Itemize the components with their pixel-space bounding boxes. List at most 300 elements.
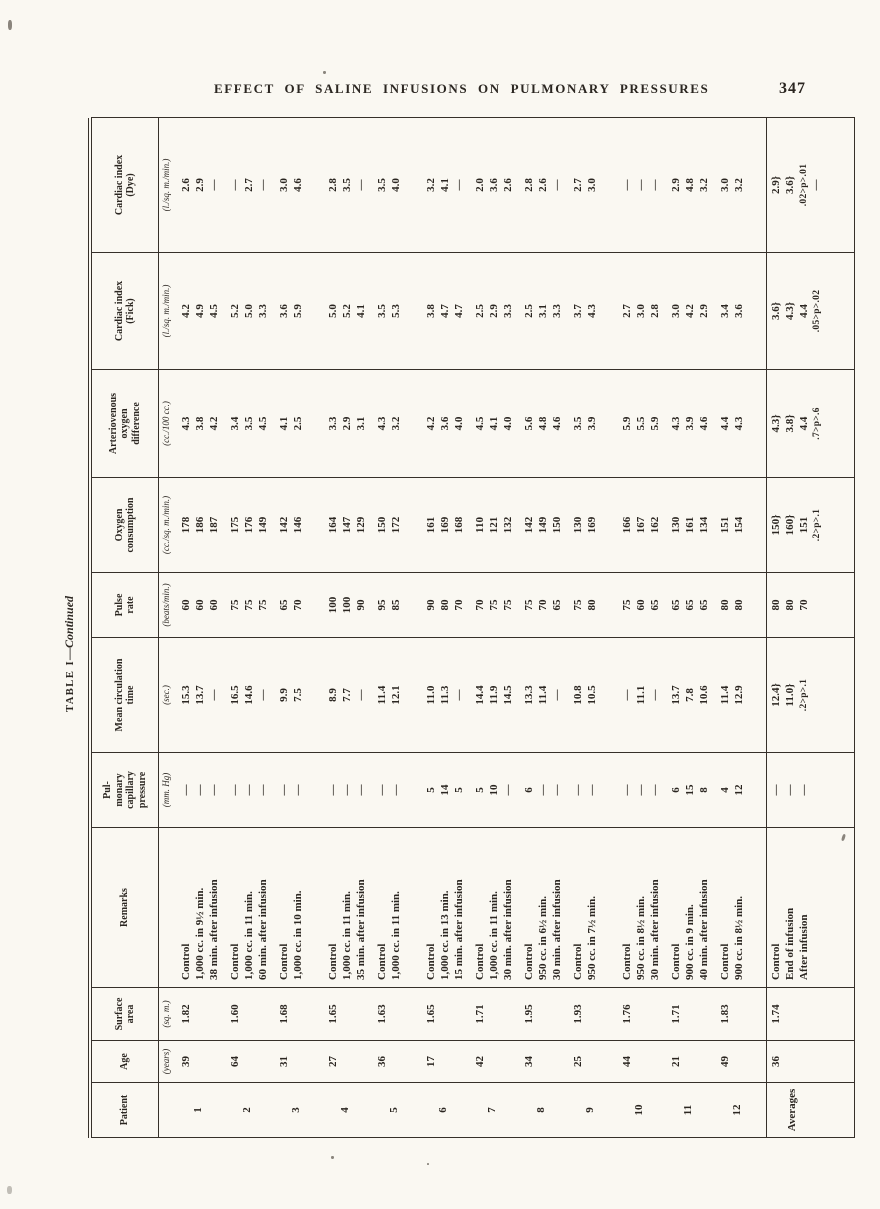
unit-cell: (sec.): [159, 638, 179, 753]
column-header: [92, 118, 159, 253]
patient-row: [276, 118, 325, 1138]
cell-remarks: [521, 828, 570, 988]
cell-line: 21: [670, 1056, 682, 1067]
cell-pcp: [619, 753, 668, 828]
cell-line: Control: [770, 943, 782, 980]
cell-pcp: [276, 753, 325, 828]
cell-line: 14.4: [474, 685, 486, 705]
cell-line: 5: [452, 787, 465, 793]
p-value-note: .05>p>.02: [812, 289, 823, 333]
cell-pcp: [178, 753, 227, 828]
cell-line: 4.5: [474, 416, 486, 431]
cell-line: 4.8: [683, 178, 696, 192]
cell-line: 75: [523, 599, 535, 611]
cell-line: 3.4: [229, 416, 241, 431]
cell-mct: [276, 638, 325, 753]
unit-cell: [159, 1083, 179, 1138]
cell-age: [276, 1041, 325, 1083]
cell-dye: [717, 118, 767, 253]
cell-line: 2.7: [572, 178, 584, 192]
cell-line: 3.4: [719, 304, 731, 318]
cell-line: 3.3: [501, 304, 514, 318]
cell-line: 1.65: [425, 1004, 437, 1024]
cell-line: 7: [486, 1107, 498, 1113]
cell-line: 65: [670, 599, 682, 611]
cell-line: 75: [256, 599, 269, 611]
cell-line: —: [207, 784, 220, 796]
scan-speck: [427, 1163, 429, 1165]
cell-age: [374, 1041, 423, 1083]
column-header: [92, 1083, 159, 1138]
cell-surface: [178, 988, 227, 1041]
header-row: [92, 118, 159, 1138]
cell-line: 1.95: [523, 1004, 535, 1024]
cell-line: 75: [487, 599, 500, 611]
cell-line: —: [389, 784, 402, 796]
cell-line: 1.71: [670, 1004, 682, 1024]
cell-line: 60: [193, 599, 206, 611]
cell-avo2: [227, 370, 276, 478]
cell-line: 3: [290, 1107, 302, 1113]
p-value-note: .2>p>.1: [812, 508, 823, 542]
cell-age: [767, 1041, 855, 1083]
cell-line: 100: [340, 596, 353, 614]
cell-age: [521, 1041, 570, 1083]
cell-line: 3.3: [256, 304, 269, 318]
cell-line: —: [797, 784, 810, 796]
cell-line: 5: [388, 1107, 400, 1113]
unit-cell: (cc./100 cc.): [159, 370, 179, 478]
cell-line: Control: [621, 943, 633, 980]
cell-o2: [423, 478, 472, 573]
cell-line: 7.7: [340, 688, 353, 702]
cell-line: 49: [719, 1056, 731, 1067]
patient-row: [717, 118, 767, 1138]
cell-remarks: [619, 828, 668, 988]
column-header-line: difference: [130, 402, 142, 445]
cell-line: —: [242, 784, 255, 796]
cell-line: 5.0: [242, 304, 255, 318]
patient-row: [374, 118, 423, 1138]
cell-line: 1.68: [278, 1004, 290, 1024]
cell-line: 3.9: [683, 416, 696, 431]
cell-line: 2.9: [697, 304, 710, 318]
cell-remarks: [374, 828, 423, 988]
cell-line: 4.7: [438, 304, 451, 318]
cell-line: 162: [648, 516, 661, 534]
cell-line: 36: [770, 1056, 782, 1067]
cell-line: 3.6: [438, 416, 451, 431]
cell-line: 3.0: [278, 178, 290, 192]
cell-line: 2.7: [242, 178, 255, 192]
cell-fick: [668, 253, 717, 370]
cell-line: 4.4: [797, 304, 810, 318]
cell-mct: [619, 638, 668, 753]
cell-patient: [423, 1083, 472, 1138]
cell-line: 90: [354, 599, 367, 611]
cell-o2: [668, 478, 717, 573]
column-header: [92, 370, 159, 478]
column-header-line: pressure: [136, 771, 148, 809]
cell-line: 65: [278, 599, 290, 611]
cell-line: 1: [192, 1107, 204, 1113]
cell-o2: [570, 478, 619, 573]
rotated-table-container: [88, 118, 855, 1138]
cell-line: 7.8: [683, 688, 696, 702]
cell-surface: [325, 988, 374, 1041]
cell-pcp: [423, 753, 472, 828]
cell-o2: [472, 478, 521, 573]
cell-line: 4.6: [697, 416, 710, 431]
cell-line: —: [648, 689, 661, 701]
cell-patient: [619, 1083, 668, 1138]
cell-line: 30 min. after infusion: [550, 879, 563, 980]
cell-pulse: [472, 573, 521, 638]
cell-line: Control: [278, 943, 290, 980]
cell-mct: [325, 638, 374, 753]
cell-dye: [325, 118, 374, 253]
cell-age: [178, 1041, 227, 1083]
cell-line: —: [376, 784, 388, 796]
cell-patient: [717, 1083, 767, 1138]
cell-line: 3.1: [536, 304, 549, 318]
cell-age: [472, 1041, 521, 1083]
cell-line: 154: [732, 516, 745, 534]
cell-line: 3.6}: [783, 175, 796, 195]
unit-cell: (years): [159, 1041, 179, 1083]
cell-line: 70: [452, 599, 465, 611]
page-number: 347: [779, 80, 806, 97]
cell-dye: [668, 118, 717, 253]
cell-surface: [472, 988, 521, 1041]
cell-line: 4: [339, 1107, 351, 1113]
column-header: [92, 988, 159, 1041]
cell-line: 11.3: [438, 685, 451, 705]
cell-avo2: [325, 370, 374, 478]
cell-line: 2.8: [648, 304, 661, 318]
cell-remarks: [325, 828, 374, 988]
cell-line: —: [193, 784, 206, 796]
cell-line: —: [207, 179, 220, 191]
cell-line: 900 cc. in 8½ min.: [732, 895, 745, 980]
cell-avo2: [472, 370, 521, 478]
cell-pulse: [178, 573, 227, 638]
cell-line: 172: [389, 516, 402, 534]
cell-line: —: [256, 179, 269, 191]
cell-line: 1,000 cc. in 11 min.: [487, 891, 500, 980]
cell-line: 7.5: [291, 688, 304, 702]
cell-line: 65: [697, 599, 710, 611]
cell-line: 4.4: [719, 416, 731, 431]
cell-line: 3.0: [634, 304, 647, 318]
cell-line: 160}: [783, 514, 796, 536]
patient-row: [325, 118, 374, 1138]
patient-row: [178, 118, 227, 1138]
cell-line: 2.6: [180, 178, 192, 192]
cell-line: 4.2: [180, 304, 192, 318]
cell-mct: [178, 638, 227, 753]
cell-line: 4.9: [193, 304, 206, 318]
averages-row: [767, 118, 855, 1138]
cell-line: 151: [719, 516, 731, 534]
cell-fick: [521, 253, 570, 370]
cell-line: 75: [229, 599, 241, 611]
cell-line: 4.0: [389, 178, 402, 192]
scan-speck: [7, 1186, 12, 1194]
p-value-note: .7>p>.6: [812, 407, 823, 440]
cell-pulse: [570, 573, 619, 638]
cell-line: 64: [229, 1056, 241, 1067]
cell-line: 4.5: [207, 304, 220, 318]
cell-line: 11.9: [487, 685, 500, 705]
cell-fick: [227, 253, 276, 370]
cell-line: 2.8: [523, 178, 535, 192]
cell-line: 4.8: [536, 416, 549, 431]
unit-cell: (cc./sq. m./min.): [159, 478, 179, 573]
cell-line: 142: [523, 516, 535, 534]
cell-line: 3.5: [376, 178, 388, 192]
column-header: [92, 753, 159, 828]
cell-patient: [325, 1083, 374, 1138]
cell-line: 2.9: [670, 178, 682, 192]
cell-avo2: [178, 370, 227, 478]
cell-line: 3.8: [193, 416, 206, 431]
cell-line: 65: [648, 599, 661, 611]
cell-mct: [374, 638, 423, 753]
cell-line: 4.6: [291, 178, 304, 192]
cell-line: 10.8: [572, 685, 584, 705]
cell-line: 150}: [770, 514, 782, 536]
cell-remarks: [472, 828, 521, 988]
cell-age: [570, 1041, 619, 1083]
cell-line: —: [354, 179, 367, 191]
cell-dye: [423, 118, 472, 253]
cell-line: —: [585, 784, 598, 796]
cell-avo2: [619, 370, 668, 478]
cell-line: 187: [207, 516, 220, 534]
cell-patient: [178, 1083, 227, 1138]
cell-line: 178: [180, 516, 192, 534]
unit-cell: (beats/min.): [159, 573, 179, 638]
cell-mct: [423, 638, 472, 753]
cell-pcp: [767, 753, 855, 828]
cell-line: 27: [327, 1056, 339, 1067]
cell-line: 3.3: [327, 416, 339, 431]
cell-line: 80: [438, 599, 451, 611]
cell-pulse: [276, 573, 325, 638]
cell-surface: [227, 988, 276, 1041]
cell-line: —: [229, 784, 241, 796]
cell-surface: [423, 988, 472, 1041]
cell-line: 169: [585, 516, 598, 534]
cell-line: 3.6: [487, 178, 500, 192]
cell-dye: [276, 118, 325, 253]
cell-line: 15 min. after infusion: [452, 879, 465, 980]
cell-line: —: [340, 784, 353, 796]
column-header-line: oxygen: [119, 408, 131, 439]
cell-line: 4.0: [452, 416, 465, 431]
cell-line: 1.74: [770, 1004, 782, 1024]
column-header-line: rate: [125, 596, 136, 614]
cell-avo2: [570, 370, 619, 478]
cell-line: 121: [487, 516, 500, 534]
cell-line: 5.0: [327, 304, 339, 318]
cell-line: —: [229, 179, 241, 191]
running-head: [214, 80, 806, 98]
cell-line: —: [648, 179, 661, 191]
cell-line: 5.3: [389, 304, 402, 318]
cell-o2: [227, 478, 276, 573]
cell-remarks: [227, 828, 276, 988]
cell-line: 150: [550, 516, 563, 534]
cell-line: 12: [731, 1104, 743, 1116]
cell-line: 60: [207, 599, 220, 611]
table-title-continued: —Continued: [62, 595, 76, 660]
cell-avo2: [276, 370, 325, 478]
cell-line: 12.9: [732, 685, 745, 705]
cell-line: 2.0: [474, 178, 486, 192]
cell-line: 70: [291, 599, 304, 611]
cell-line: 3.0: [585, 178, 598, 192]
cell-line: 186: [193, 516, 206, 534]
cell-line: 2.8: [327, 178, 339, 192]
column-header-line: Cardiac index: [113, 280, 125, 342]
cell-line: 4.3: [180, 416, 192, 431]
cell-line: 1.76: [621, 1004, 633, 1024]
cell-pulse: [325, 573, 374, 638]
cell-line: 1,000 cc. in 10 min.: [291, 890, 304, 980]
cell-line: 80: [783, 599, 796, 611]
cell-line: 6: [670, 787, 682, 793]
p-value-note: .02>p>.01: [798, 163, 809, 207]
cell-surface: [521, 988, 570, 1041]
cell-avo2: [423, 370, 472, 478]
cell-age: [325, 1041, 374, 1083]
cell-line: Control: [523, 943, 535, 980]
cell-line: 2.9: [487, 304, 500, 318]
cell-pulse: [227, 573, 276, 638]
cell-line: 80: [770, 599, 782, 611]
cell-line: 60 min. after infusion: [256, 879, 269, 980]
column-header: [92, 253, 159, 370]
cell-line: 11.4: [536, 685, 549, 705]
cell-remarks: [423, 828, 472, 988]
cell-line: —: [291, 784, 304, 796]
cell-line: —: [278, 784, 290, 796]
cell-line: 44: [621, 1056, 633, 1067]
cell-line: 3.8}: [783, 414, 796, 433]
cell-mct: [717, 638, 767, 753]
cell-line: 149: [256, 516, 269, 534]
cell-line: 169: [438, 516, 451, 534]
cell-line: 75: [501, 599, 514, 611]
cell-line: 17: [425, 1056, 437, 1067]
cell-line: 132: [501, 516, 514, 534]
cell-line: 5: [474, 787, 486, 793]
cell-line: 13.7: [670, 685, 682, 705]
cell-surface: [276, 988, 325, 1041]
cell-fick: [570, 253, 619, 370]
p-value-note: .2>p>.1: [798, 678, 809, 712]
unit-cell: (l./sq. m./min.): [159, 253, 179, 370]
cell-avo2: [521, 370, 570, 478]
cell-line: —: [354, 784, 367, 796]
cell-line: 3.1: [354, 416, 367, 431]
cell-line: 1.65: [327, 1004, 339, 1024]
cell-fick: [423, 253, 472, 370]
cell-patient: [521, 1083, 570, 1138]
cell-line: —: [621, 689, 633, 701]
cell-line: 14: [438, 784, 451, 796]
scan-speck: [323, 71, 326, 74]
cell-line: —: [501, 784, 514, 796]
cell-line: 176: [242, 516, 255, 534]
cell-line: —: [550, 689, 563, 701]
cell-line: 3.5: [572, 416, 584, 431]
cell-line: 146: [291, 516, 304, 534]
cell-line: 75: [242, 599, 255, 611]
cell-line: 42: [474, 1056, 486, 1067]
cell-line: 9: [584, 1107, 596, 1113]
cell-line: 1.83: [719, 1004, 731, 1024]
cell-patient: [668, 1083, 717, 1138]
cell-line: Control: [327, 943, 339, 980]
patient-row: [423, 118, 472, 1138]
patient-row: [227, 118, 276, 1138]
cell-fick: [325, 253, 374, 370]
cell-dye: [570, 118, 619, 253]
cell-line: After infusion: [797, 914, 810, 980]
cell-line: 2.6: [501, 178, 514, 192]
cell-line: —: [256, 689, 269, 701]
cell-line: 65: [683, 599, 696, 611]
cell-line: 129: [354, 516, 367, 534]
cell-mct: [472, 638, 521, 753]
cell-line: 11: [682, 1104, 694, 1116]
cell-line: Control: [670, 943, 682, 980]
cell-line: 4.1: [487, 416, 500, 431]
cell-line: 5.2: [340, 304, 353, 318]
cell-line: 25: [572, 1056, 584, 1067]
patient-row: [570, 118, 619, 1138]
cell-line: 4.3}: [770, 414, 782, 433]
column-header: [92, 573, 159, 638]
cell-surface: [374, 988, 423, 1041]
cell-line: Control: [719, 943, 731, 980]
cell-line: 30 min. after infusion: [648, 879, 661, 980]
cell-fick: [472, 253, 521, 370]
cell-remarks: [717, 828, 767, 988]
cell-line: 3.2: [425, 178, 437, 192]
cell-line: 3.7: [572, 304, 584, 318]
cell-o2: [178, 478, 227, 573]
running-head-title: EFFECT OF SALINE INFUSIONS ON PULMONARY PRESSURES: [214, 81, 710, 96]
column-header-line: Cardiac index: [113, 154, 125, 216]
cell-line: 164: [327, 516, 339, 534]
cell-line: 166: [621, 516, 633, 534]
cell-line: 12.4}: [770, 683, 782, 707]
cell-remarks: [276, 828, 325, 988]
cell-line: 1,000 cc. in 11 min.: [242, 891, 255, 980]
cell-line: 167: [634, 516, 647, 534]
cell-line: 134: [697, 516, 710, 534]
cell-line: 4.2: [683, 304, 696, 318]
cell-line: 110: [474, 517, 486, 533]
cell-pulse: [374, 573, 423, 638]
cell-line: Control: [474, 943, 486, 980]
cell-line: 3.6: [732, 304, 745, 318]
cell-line: 30 min. after infusion: [501, 879, 514, 980]
